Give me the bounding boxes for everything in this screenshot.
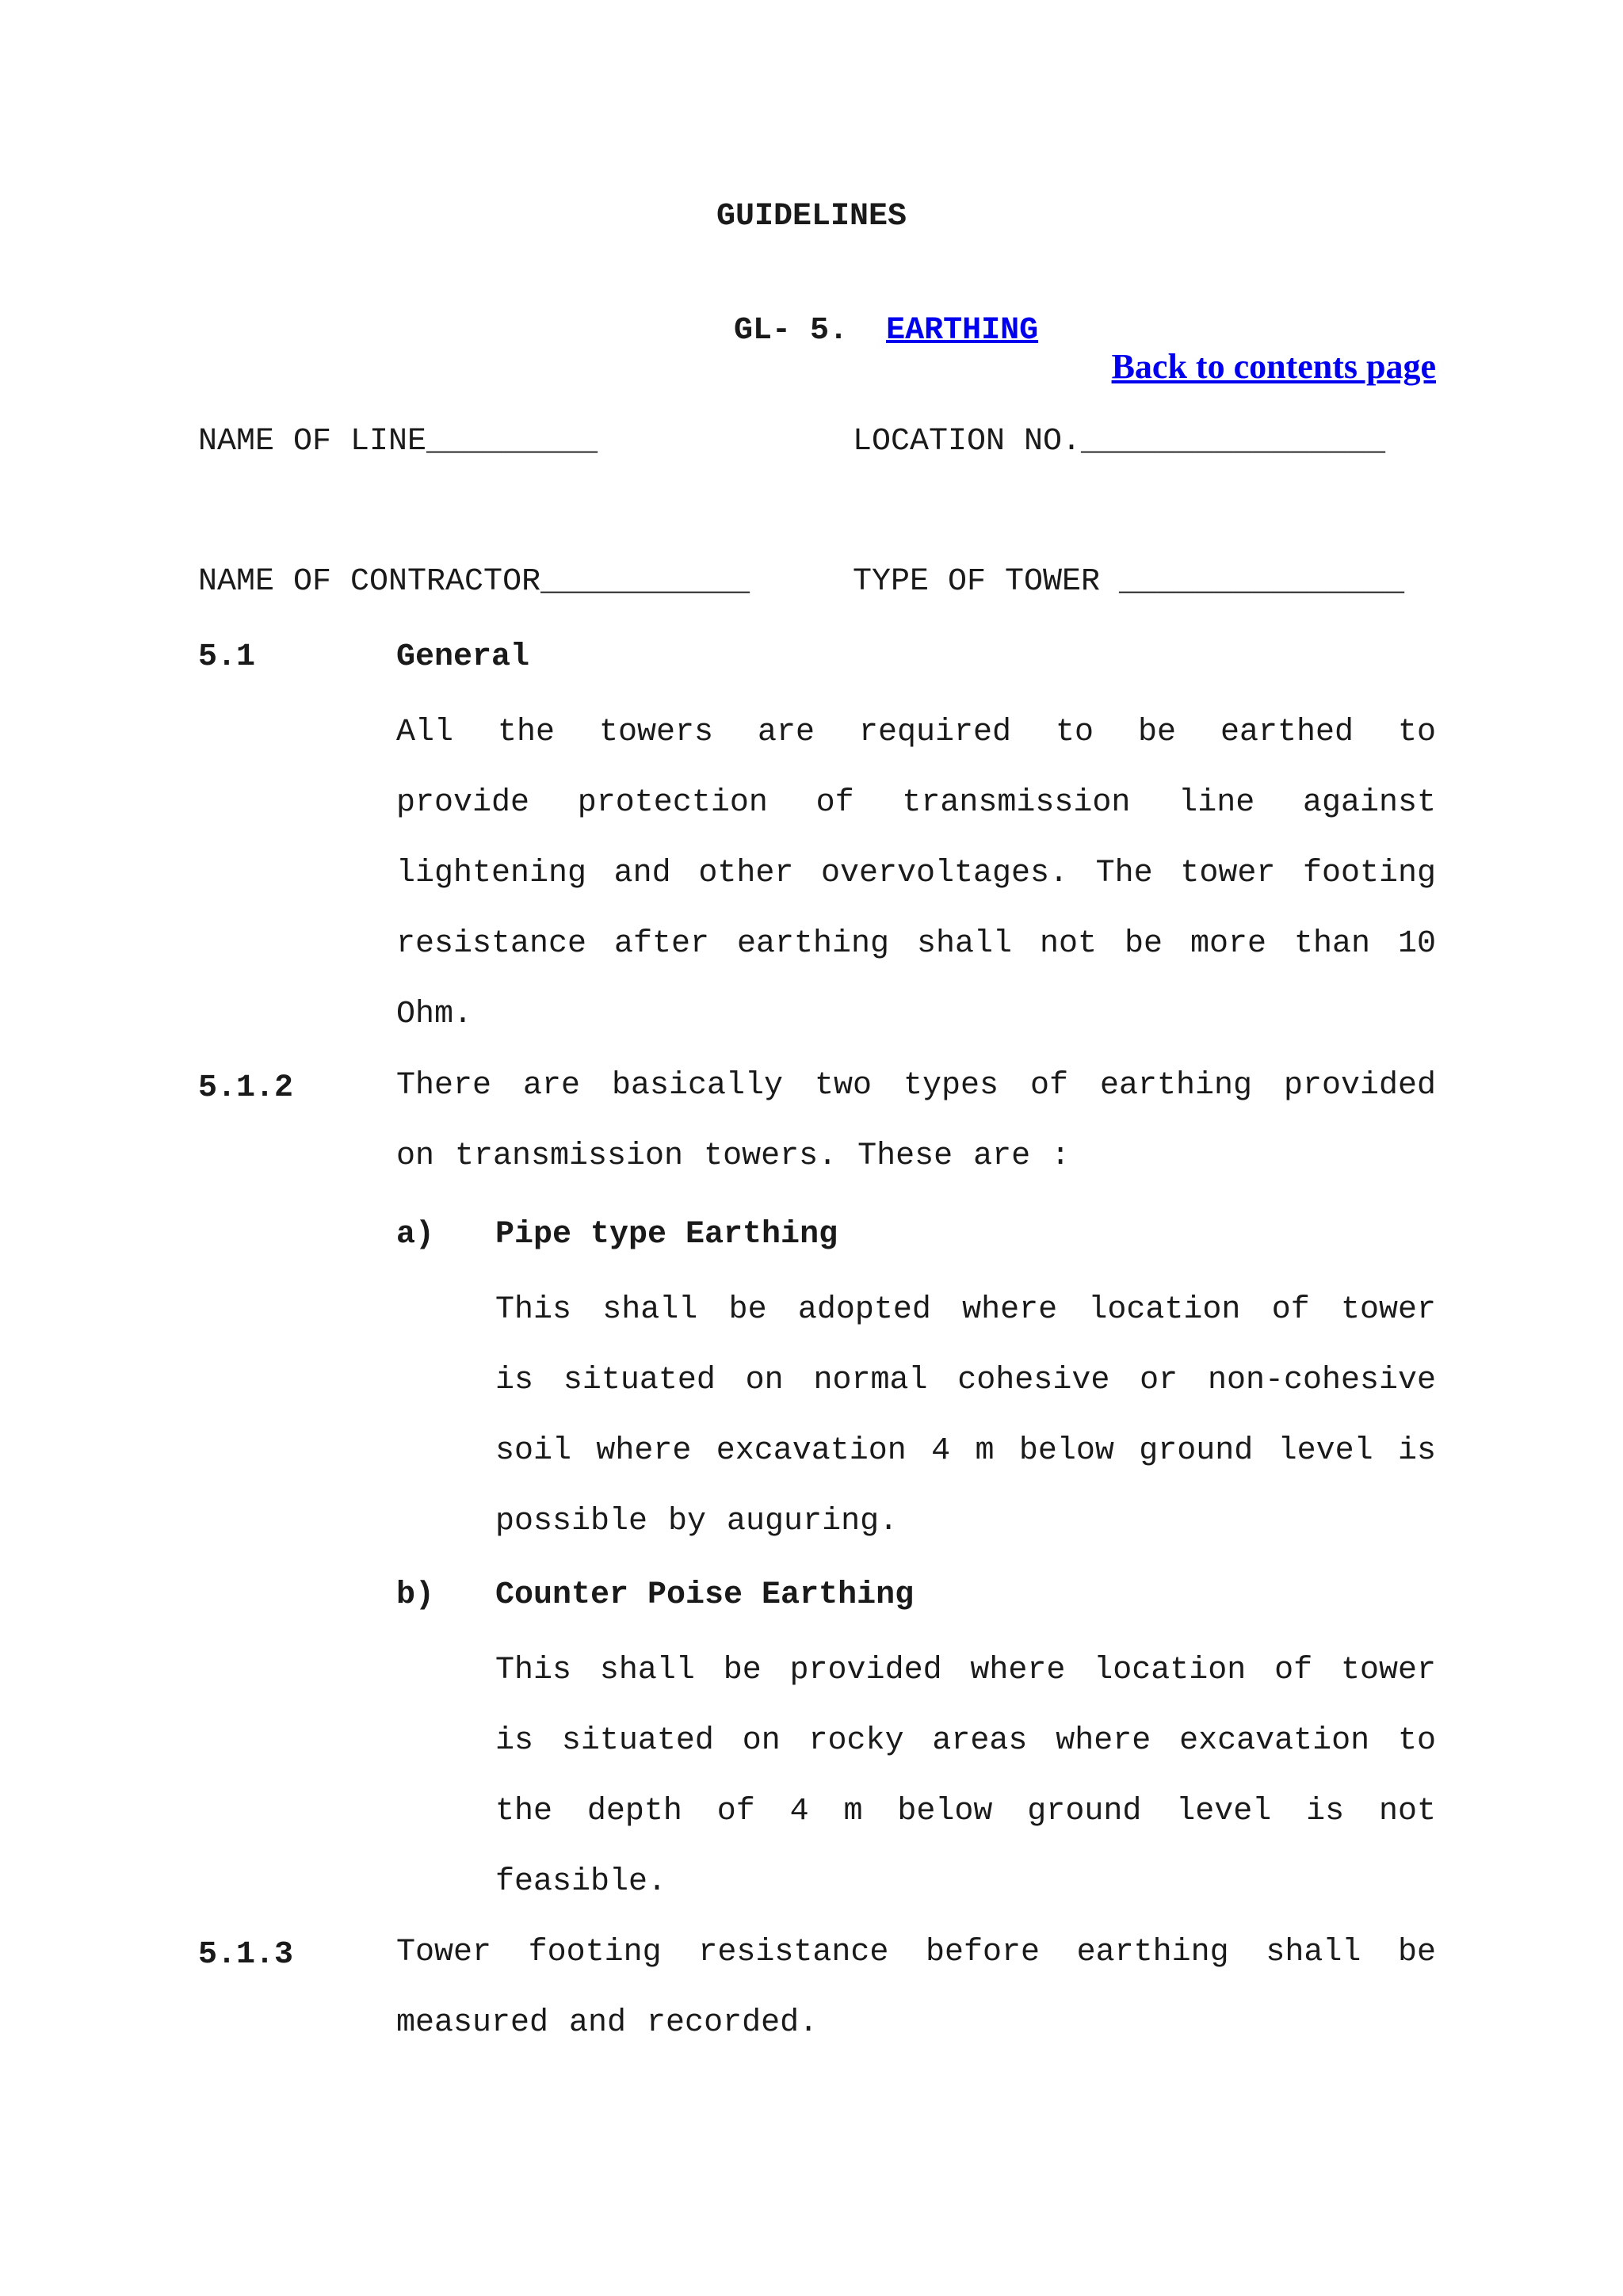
paragraph-line: is situated on normal cohesive or non-cohesive <box>495 1363 1436 1398</box>
type-of-tower-field: TYPE OF TOWER _______________ <box>853 564 1405 600</box>
paragraph-line: Ohm. <box>396 997 473 1032</box>
paragraph-line: is situated on rocky areas where excavation to <box>495 1723 1436 1759</box>
paragraph-line: This shall be provided where location of tower <box>495 1653 1436 1688</box>
section-5-1-paragraph <box>396 697 1436 1050</box>
page-title: GUIDELINES <box>716 199 907 235</box>
paragraph-line: All the towers are required to be earthed to <box>396 715 1436 750</box>
section-number-5-1-2: 5.1.2 <box>198 1070 294 1106</box>
name-of-line-field: NAME OF LINE_________ <box>198 424 598 460</box>
item-b-paragraph <box>495 1635 1436 1917</box>
item-heading-counter-poise-earthing: Counter Poise Earthing <box>495 1577 915 1613</box>
paragraph-line: There are basically two types of earthing provided <box>396 1068 1436 1104</box>
back-to-contents-link[interactable]: Back to contents page <box>1111 347 1436 386</box>
paragraph-line: the depth of 4 m below ground level is not <box>495 1794 1436 1829</box>
item-heading-pipe-type-earthing: Pipe type Earthing <box>495 1217 838 1253</box>
guideline-number <box>658 274 1038 388</box>
name-of-contractor-field: NAME OF CONTRACTOR___________ <box>198 564 750 600</box>
location-no-field: LOCATION NO.________________ <box>853 424 1386 460</box>
earthing-link[interactable]: EARTHING <box>886 313 1039 349</box>
item-label-a: a) <box>396 1217 435 1253</box>
section-5-1-2-paragraph <box>396 1051 1436 1192</box>
paragraph-line: lightening and other overvoltages. The tower footing <box>396 856 1436 891</box>
paragraph-line: Tower footing resistance before earthing shall be <box>396 1935 1436 1970</box>
section-number-5-1: 5.1 <box>198 639 256 675</box>
item-label-b: b) <box>396 1577 435 1613</box>
section-5-1-3-paragraph <box>396 1917 1436 2058</box>
section-heading-general: General <box>396 639 530 675</box>
paragraph-line: possible by auguring. <box>495 1504 899 1539</box>
guideline-prefix: GL- 5. <box>734 313 849 349</box>
section-number-5-1-3: 5.1.3 <box>198 1937 294 1973</box>
paragraph-line: on transmission towers. These are : <box>396 1138 1071 1174</box>
paragraph-line: resistance after earthing shall not be more than 10 <box>396 926 1436 962</box>
paragraph-line: soil where excavation 4 m below ground level is <box>495 1433 1436 1469</box>
paragraph-line: provide protection of transmission line against <box>396 785 1436 821</box>
item-a-paragraph <box>495 1275 1436 1557</box>
paragraph-line: feasible. <box>495 1864 667 1900</box>
paragraph-line: This shall be adopted where location of tower <box>495 1292 1436 1328</box>
paragraph-line: measured and recorded. <box>396 2005 819 2041</box>
